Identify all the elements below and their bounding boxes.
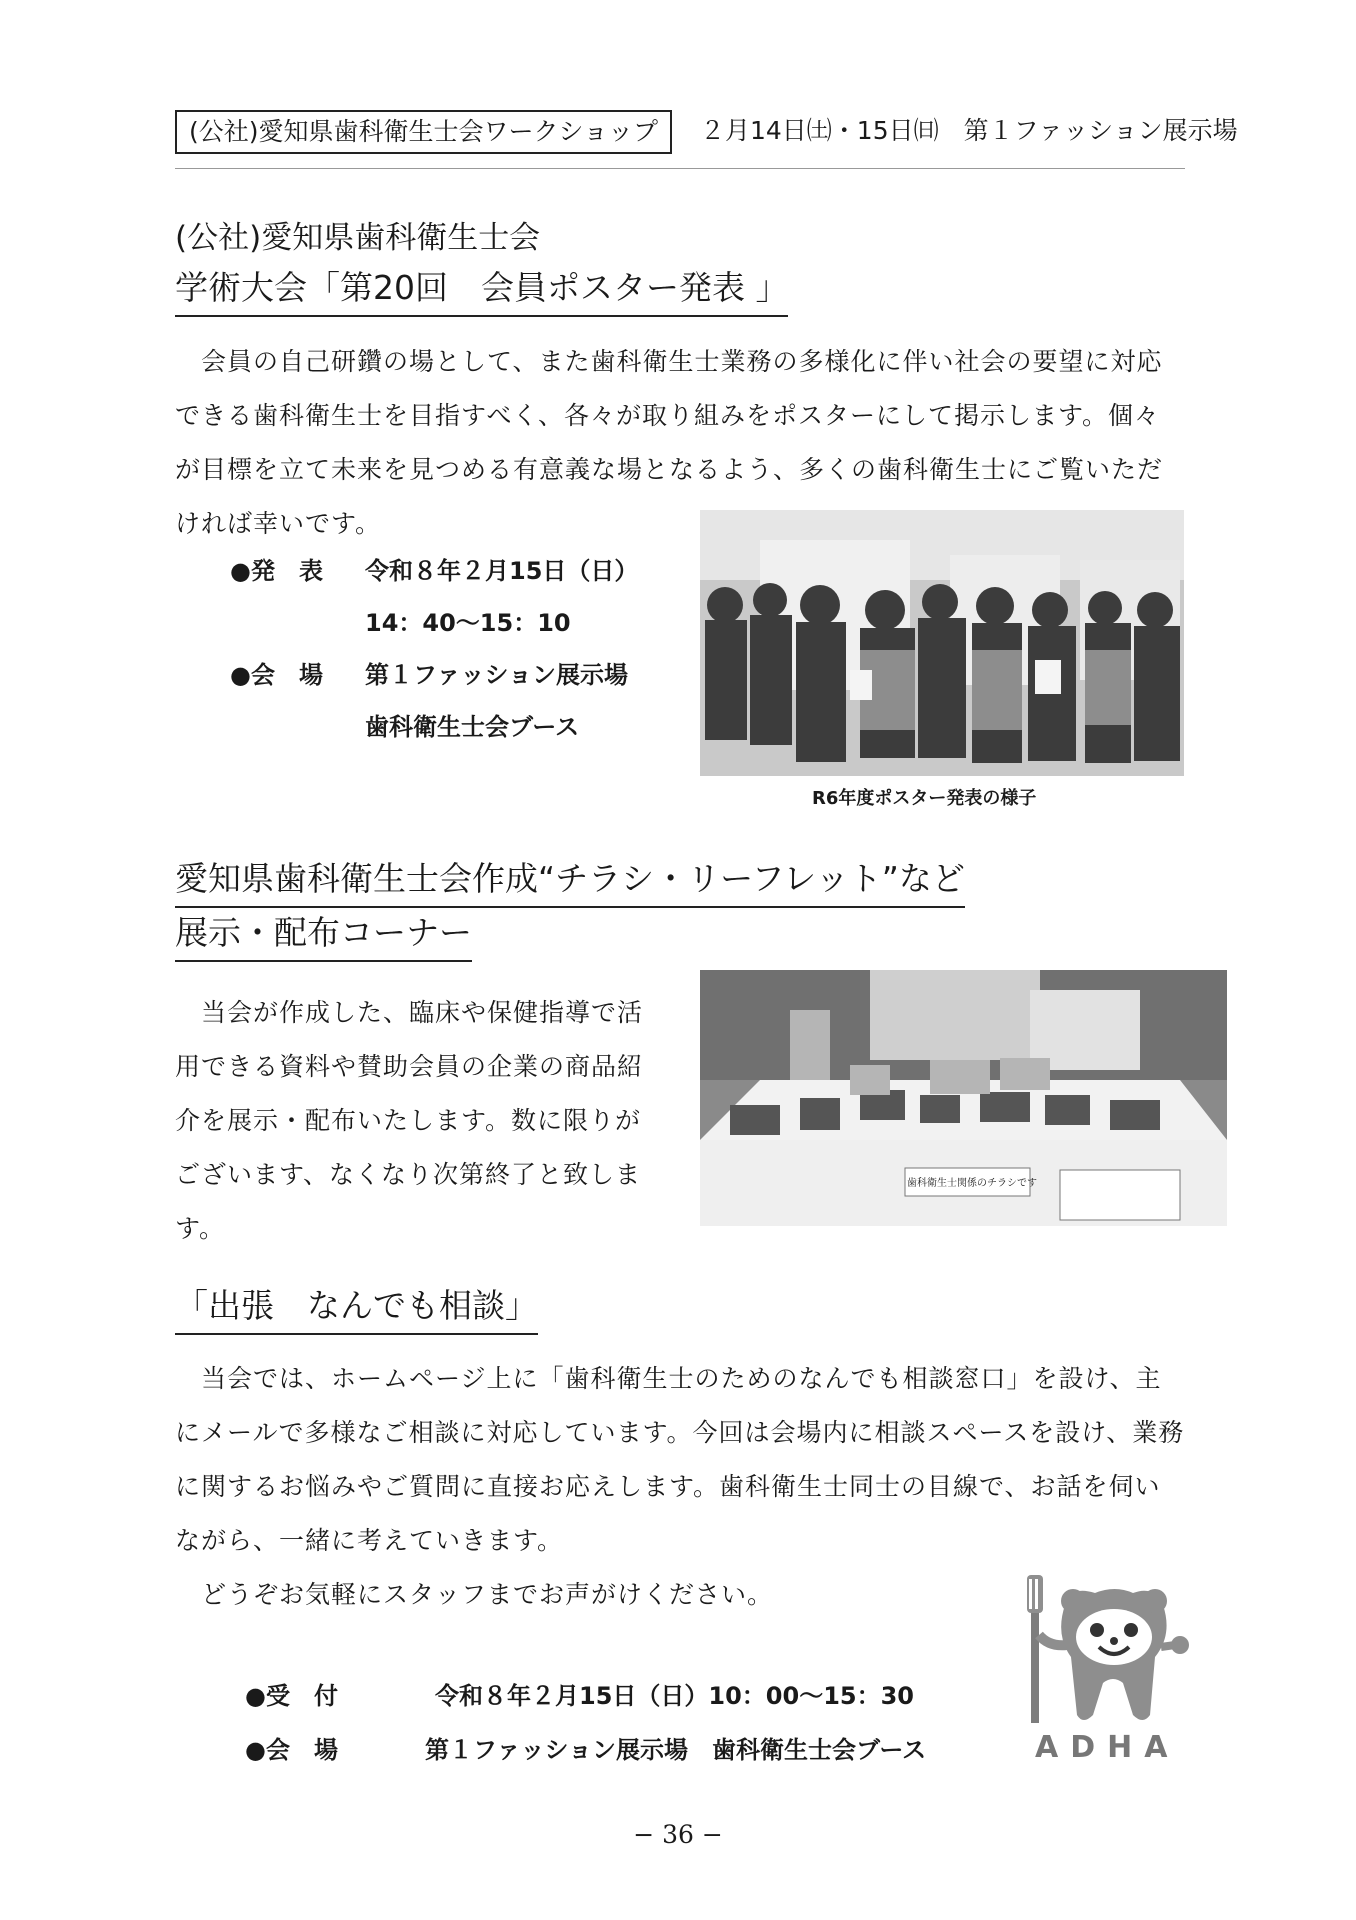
section1-body: 会員の自己研鑽の場として、また歯科衛生士業務の多様化に伴い社会の要望に対応できる歯科衛生士を目指すべく、各々が取り組みをポスターにして掲示します。個々が目標を立て未来を見つめる有意義な場となるよう、多くの歯科衛生士にご覧いただければ幸いです。 bbox=[175, 347, 1164, 538]
section1-info-label-3: ●会 場 bbox=[230, 661, 323, 689]
header-label: (公社)愛知県歯科衛生士会ワークショップ bbox=[175, 110, 672, 154]
section3-info-value-2: 第１ファッション展示場 歯科衛生士会ブース bbox=[425, 1736, 927, 1764]
section1-info-value-2: 14：40〜15：10 bbox=[365, 609, 571, 637]
leaflet-table-sign: 歯科衛生士関係のチラシです bbox=[907, 1178, 1037, 1189]
section2-body: 当会が作成した、臨床や保健指導で活用できる資料や賛助会員の企業の商品紹介を展示・配布いたします。数に限りがございます、なくなり次第終了と致します。 bbox=[175, 998, 644, 1243]
section1-org: (公社)愛知県歯科衛生士会 bbox=[175, 220, 541, 256]
section2-title-line2: 展示・配布コーナー bbox=[175, 907, 472, 962]
section3-info-label-1: ●受 付 bbox=[245, 1682, 338, 1710]
poster-photo-caption: R6年度ポスター発表の様子 bbox=[812, 788, 1037, 809]
header-divider bbox=[175, 168, 1185, 169]
section1-info-value-4: 歯科衛生士会ブース bbox=[365, 713, 580, 741]
header-date-venue: ２月14日㈯・15日㈰ 第１ファッション展示場 bbox=[700, 116, 1238, 145]
section3-body: 当会では、ホームページ上に「歯科衛生士のためのなんでも相談窓口」を設け、主にメールで多様なご相談に対応しています。今回は会場内に相談スペースを設け、業務に関するお悩みやご質問に直接お応えします。歯科衛生士同士の目線で、お話を伺いながら、一緒に考えていきます。 bbox=[175, 1364, 1185, 1555]
section1-info-value-3: 第１ファッション展示場 bbox=[365, 661, 629, 689]
section1-info-label-1: ●発 表 bbox=[230, 557, 323, 585]
section2-title-line1: 愛知県歯科衛生士会作成“チラシ・リーフレット”など bbox=[175, 853, 965, 908]
section3-info-value-1: 令和８年２月15日（日）10：00〜15：30 bbox=[435, 1682, 914, 1710]
section1-info-value-1: 令和８年２月15日（日） bbox=[365, 557, 639, 585]
tooth-mascot-icon bbox=[1015, 1575, 1190, 1725]
section3-closing: どうぞお気軽にスタッフまでお声がけください。 bbox=[175, 1580, 774, 1609]
leaflet-table-photo bbox=[700, 970, 1227, 1226]
adha-logo bbox=[1015, 1575, 1190, 1775]
section3-title: 「出張 なんでも相談」 bbox=[175, 1280, 538, 1335]
poster-session-photo bbox=[700, 510, 1184, 776]
section3-info-label-2: ●会 場 bbox=[245, 1736, 338, 1764]
poster-session-photo-art bbox=[700, 510, 1184, 776]
page-number: − 36 − bbox=[633, 1820, 723, 1849]
section1-title: 学術大会「第20回 会員ポスター発表 」 bbox=[175, 262, 788, 317]
adha-logo-text: ADHA bbox=[1035, 1730, 1180, 1765]
